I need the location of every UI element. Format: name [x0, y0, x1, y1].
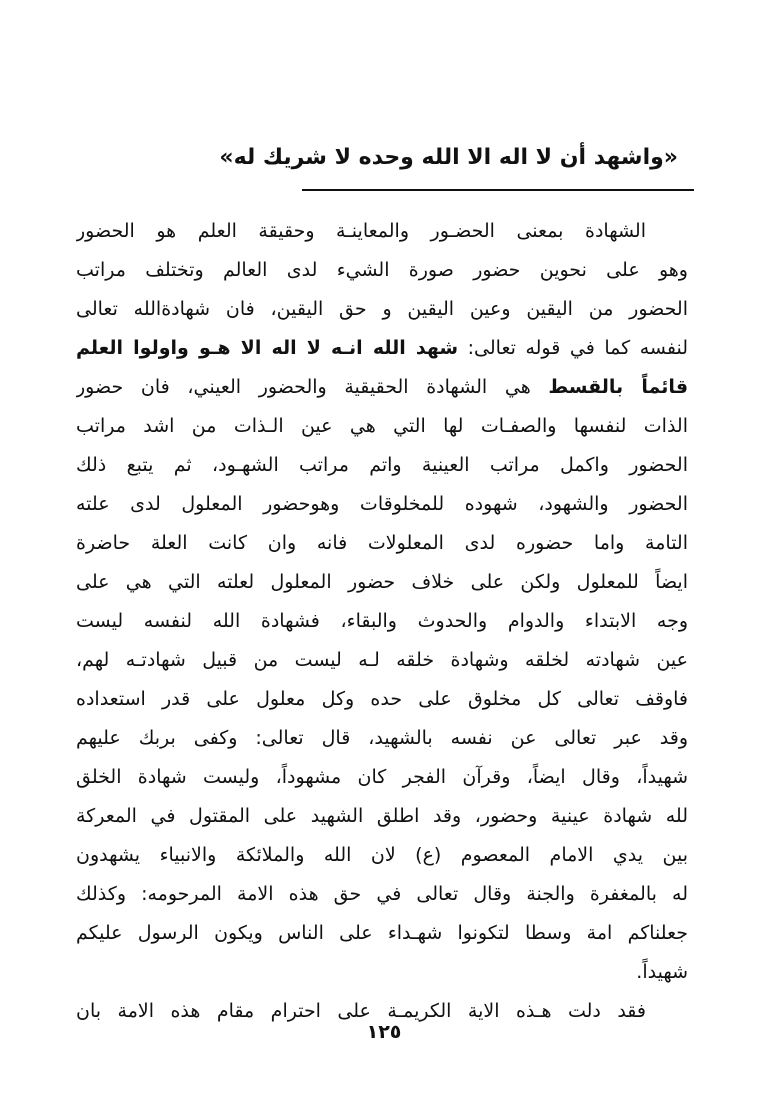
text-line: الحضور من اليقين وعين اليقين و حق اليقين، فان شهادةالله تعالى	[76, 298, 688, 320]
quran-verse: شهد الله انـه لا اله الا هـو واولوا العلم	[76, 337, 459, 359]
text-line: شهيداً، وقال ايضاً، وقرآن الفجر كان مشهوداً، وليست شهادة الخلق	[76, 766, 688, 788]
text-line: بين يدي الامام المعصوم (ع) لان الله والملائكة والانبياء يشهدون	[76, 844, 688, 866]
text-line: لله شهادة عينية وحضور، وقد اطلق الشهيد على المقتول في المعركة	[76, 805, 688, 827]
text-line: فقد دلت هـذه الاية الكريمـة على احترام مقام هذه الامة بان	[76, 1000, 646, 1022]
text-line: ايضاً للمعلول ولكن على خلاف حضور المعلول لعلته التي هي على	[76, 571, 688, 593]
text-line: وقد عبر تعالى عن نفسه بالشهيد، قال تعالى: وكفى بربك عليهم	[76, 727, 688, 749]
quran-verse: قائماً بالقسط	[548, 376, 688, 398]
body-text	[76, 212, 688, 1031]
text-fragment: لنفسه كما في قوله تعالى:	[467, 337, 688, 359]
page-number: ١٢٥	[366, 1021, 402, 1043]
text-line: فاوقف تعالى كل مخلوق على حده وكل معلول على قدر استعداده	[76, 688, 688, 710]
section-heading: «واشهد أن لا اله الا الله وحده لا شريك له»	[219, 145, 678, 170]
text-line: شهيداً.	[636, 961, 688, 983]
text-line: عين شهادته لخلقه وشهادة خلقه لـه ليست من قبيل شهادتـه لهم،	[76, 649, 688, 671]
heading-underline	[302, 189, 694, 191]
text-line: له بالمغفرة والجنة وقال تعالى في حق هذه الامة المرحومه: وكذلك	[76, 883, 688, 905]
text-line: التامة واما حضوره لدى المعلولات فانه وان كانت العلة حاضرة	[76, 532, 688, 554]
text-line: الحضور والشهود، شهوده للمخلوقات وهوحضور المعلول لدى علته	[76, 493, 688, 515]
text-line: الذات لنفسها والصفـات لها التي هي عين الـذات من اشد مراتب	[76, 415, 688, 437]
text-line: وهو على نحوين حضور صورة الشيء لدى العالم وتختلف مراتب	[76, 259, 688, 281]
text-line: جعلناكم امة وسطا لتكونوا شهـداء على الناس ويكون الرسول عليكم	[76, 922, 688, 944]
text-fragment: هي الشهادة الحقيقية والحضور العيني، فان حضور	[76, 376, 531, 398]
text-line	[76, 368, 688, 407]
text-line: وجه الابتداء والدوام والحدوث والبقاء، فشهادة الله لنفسه ليست	[76, 610, 688, 632]
text-line: الحضور واكمل مراتب العينية واتم مراتب الشهـود، ثم يتبع ذلك	[76, 454, 688, 476]
text-line	[76, 329, 688, 368]
text-line: الشهادة بمعنى الحضـور والمعاينـة وحقيقة العلم هو الحضور	[76, 220, 646, 242]
